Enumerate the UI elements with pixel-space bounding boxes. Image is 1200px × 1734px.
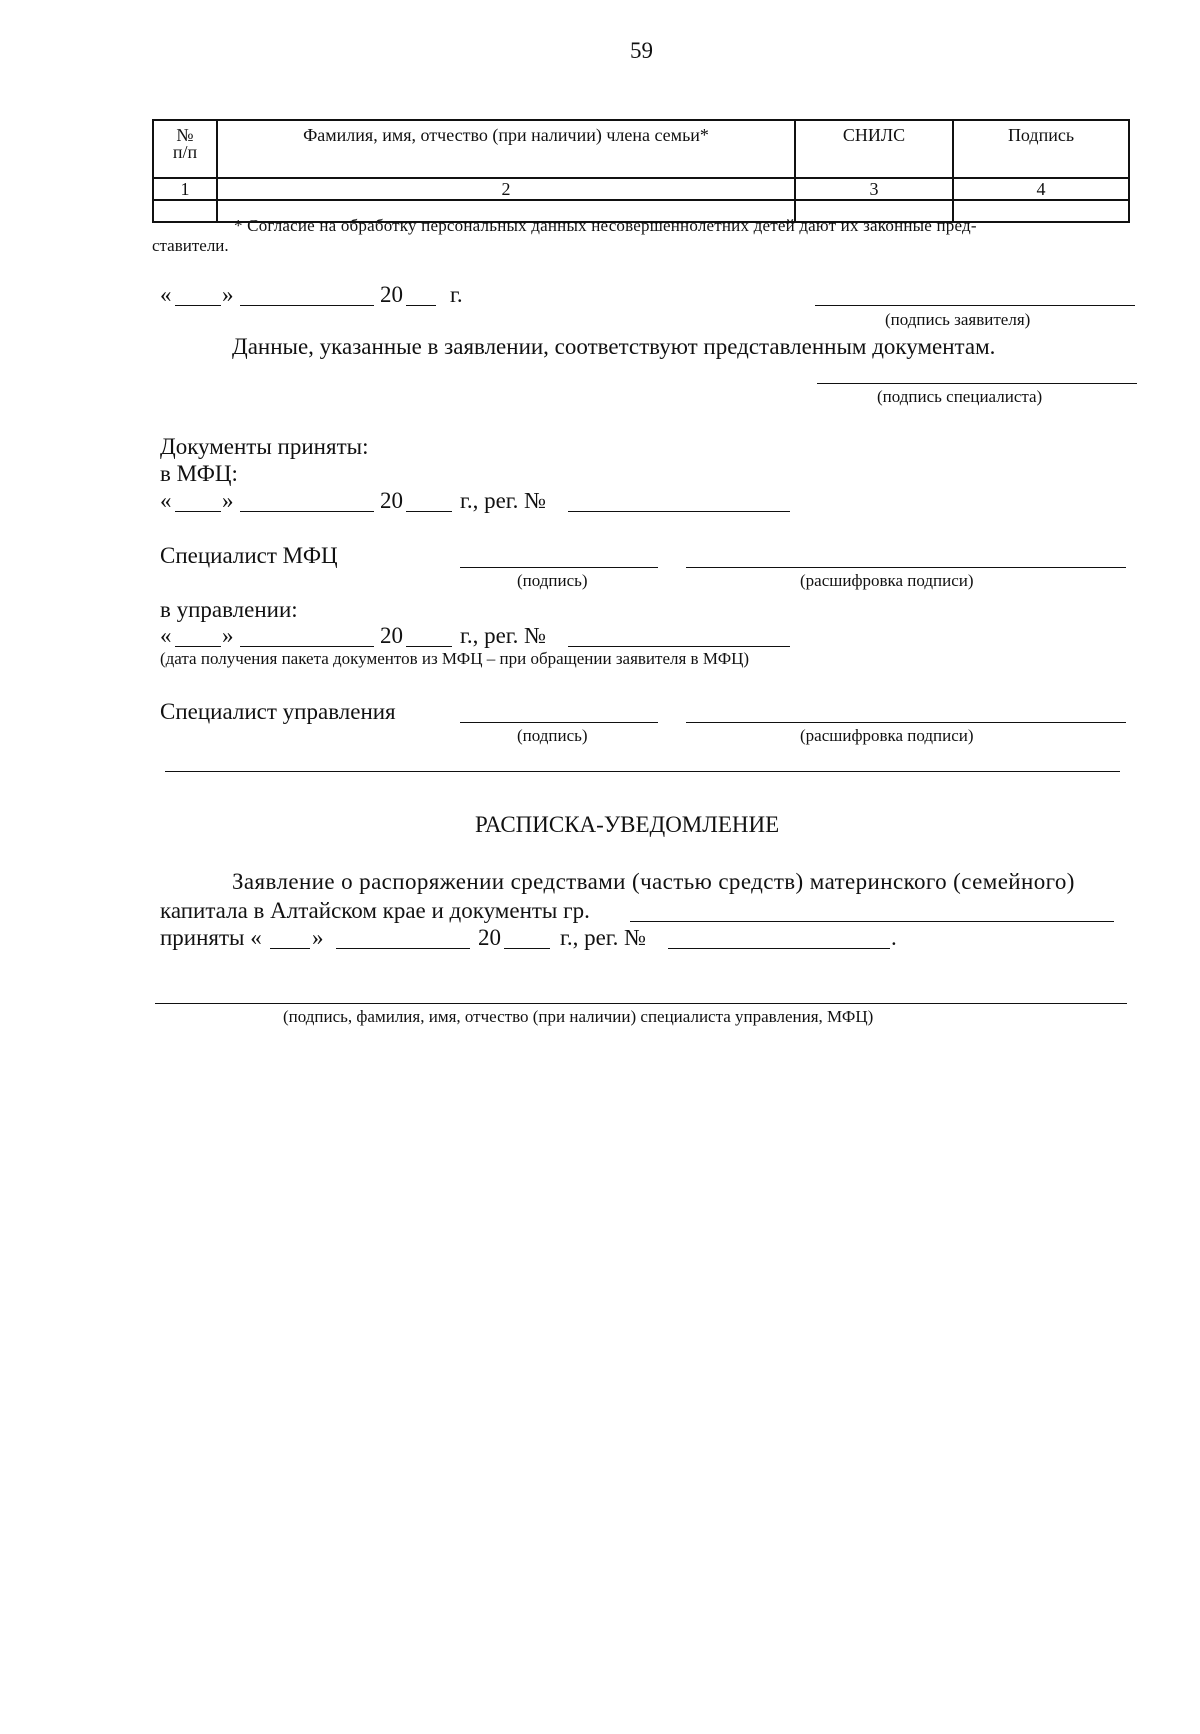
applicant-signature-line[interactable] <box>815 305 1135 306</box>
specialist-signature-line[interactable] <box>817 383 1137 384</box>
table-header-row <box>153 120 1129 178</box>
table-header-signature: Подпись <box>953 120 1129 178</box>
month-blank[interactable] <box>240 511 374 512</box>
table-header-full-name: Фамилия, имя, отчество (при наличии) члена семьи* <box>217 120 795 178</box>
final-signature-caption: (подпись, фамилия, имя, отчество (при наличии) специалиста управления, МФЦ) <box>283 1007 874 1026</box>
mfc-specialist-label: Специалист МФЦ <box>160 543 338 568</box>
year-blank[interactable] <box>406 511 452 512</box>
department-signature-line[interactable] <box>460 722 658 723</box>
table-cell: 2 <box>217 178 795 200</box>
section-divider <box>165 771 1120 772</box>
department-signature-caption: (подпись) <box>517 726 588 745</box>
table-cell: 1 <box>153 178 217 200</box>
reg-number-blank[interactable] <box>568 511 790 512</box>
month-blank[interactable] <box>336 948 470 949</box>
table-row <box>153 178 1129 200</box>
reg-number-blank[interactable] <box>668 948 890 949</box>
table-cell[interactable] <box>153 200 217 222</box>
year-blank[interactable] <box>406 646 452 647</box>
page-number: 59 <box>630 38 653 63</box>
day-blank[interactable] <box>175 511 221 512</box>
mfc-decoding-line[interactable] <box>686 567 1126 568</box>
footnote-line-1: * Согласие на обработку персональных данных несовершеннолетних детей дают их законные пред- <box>234 216 977 235</box>
month-blank[interactable] <box>240 646 374 647</box>
in-department-label: в управлении: <box>160 597 298 622</box>
in-mfc-label: в МФЦ: <box>160 461 238 486</box>
docs-accepted-title: Документы приняты: <box>160 434 369 459</box>
reg-number-blank[interactable] <box>568 646 790 647</box>
day-blank[interactable] <box>270 948 310 949</box>
table-header-snils: СНИЛС <box>795 120 953 178</box>
table-cell[interactable] <box>953 200 1129 222</box>
table-cell: 3 <box>795 178 953 200</box>
footnote-line-2: ставители. <box>152 236 229 255</box>
data-match-statement: Данные, указанные в заявлении, соответствуют представленным документам. <box>232 334 996 359</box>
table-cell: 4 <box>953 178 1129 200</box>
mfc-signature-caption: (подпись) <box>517 571 588 590</box>
department-decoding-line[interactable] <box>686 722 1126 723</box>
citizen-name-blank[interactable] <box>630 921 1114 922</box>
table-header-number: № п/п <box>153 120 217 178</box>
department-date-note: (дата получения пакета документов из МФЦ – при обращении заявителя в МФЦ) <box>160 649 750 668</box>
mfc-decoding-caption: (расшифровка подписи) <box>800 571 974 590</box>
receipt-title: РАСПИСКА-УВЕДОМЛЕНИЕ <box>475 812 780 837</box>
department-decoding-caption: (расшифровка подписи) <box>800 726 974 745</box>
specialist-signature-caption: (подпись специалиста) <box>877 387 1043 406</box>
mfc-signature-line[interactable] <box>460 567 658 568</box>
family-members-table <box>152 119 1130 223</box>
receipt-line-2: капитала в Алтайском крае и документы гр. <box>160 898 590 923</box>
department-specialist-label: Специалист управления <box>160 699 396 724</box>
day-blank[interactable] <box>175 646 221 647</box>
applicant-signature-caption: (подпись заявителя) <box>885 310 1031 329</box>
final-signature-line[interactable] <box>155 1003 1127 1004</box>
month-blank[interactable] <box>240 305 374 306</box>
day-blank[interactable] <box>175 305 221 306</box>
year-blank[interactable] <box>504 948 550 949</box>
receipt-line-1: Заявление о распоряжении средствами (частью средств) материнского (семейного) <box>232 869 1075 894</box>
year-blank[interactable] <box>406 305 436 306</box>
